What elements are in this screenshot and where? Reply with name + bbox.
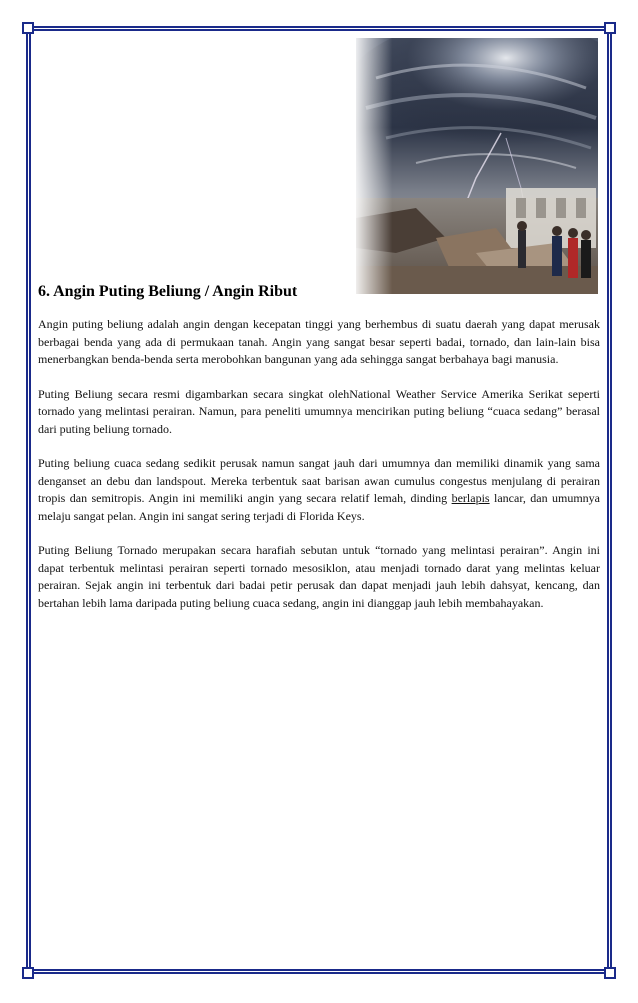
corner-ornament-bottom-right (604, 967, 616, 979)
paragraph-fair-weather-text-2: lancar, dan umumnya melaju sangat pelan. Angin ini sangat sering terjadi di Florida Keys. (38, 491, 600, 523)
tornado-photo (356, 38, 598, 294)
paragraph-tornadic: Puting Beliung Tornado merupakan secara harafiah sebutan untuk “tornado yang melintasi perairan”. Angin ini dapat terbentuk melintasi perairan seperti tornado mesosiklon, atau menjadi tornado darat yang melintas keluar perairan. Sejak angin ini terbentuk dari badai petir perusak dan dapat menjadi jauh lebih dahsyat, kencang, dan bertahan lebih lama daripada puting beliung cuaca sedang, angin ini dianggap jauh lebih membahayakan. (38, 543, 600, 610)
corner-ornament-top-right (604, 22, 616, 34)
section-title: 6. Angin Puting Beliung / Angin Ribut (38, 283, 298, 300)
article-body (38, 316, 600, 629)
paragraph-fair-weather-text-1: Puting beliung cuaca sedang sedikit perusak namun sangat jauh dari umumnya dan memiliki dinamik yang sama denganset an debu dan landspout. Mereka terbentuk saat barisan awan cumulus congestus menjulang di perairan tropis dan semitropis. Angin ini memiliki angin yang secara relatif lemah, dinding (38, 456, 600, 505)
corner-ornament-top-left (22, 22, 34, 34)
corner-ornament-bottom-left (22, 967, 34, 979)
paragraph-definition: Angin puting beliung adalah angin dengan kecepatan tinggi yang berhembus di suatu daerah yang dapat merusak berbagai benda yang ada di permukaan tanah. Angin yang sangat besar seperti badai, tornado, dan lain-lain bisa menerbangkan benda-benda serta merobohkan bangunan yang ada sehingga sangat berbahaya bagi manusia. (38, 317, 600, 366)
paragraph-fair-weather (38, 455, 600, 525)
berlapis-link[interactable]: berlapis (451, 491, 490, 505)
paragraph-official-description: Puting Beliung secara resmi digambarkan secara singkat olehNational Weather Service Amerika Serikat seperti tornado yang melintasi perairan. Namun, para peneliti umumnya mencirikan puting beliung “cuaca sedang” berasal dari puting beliung tornado. (38, 386, 600, 436)
